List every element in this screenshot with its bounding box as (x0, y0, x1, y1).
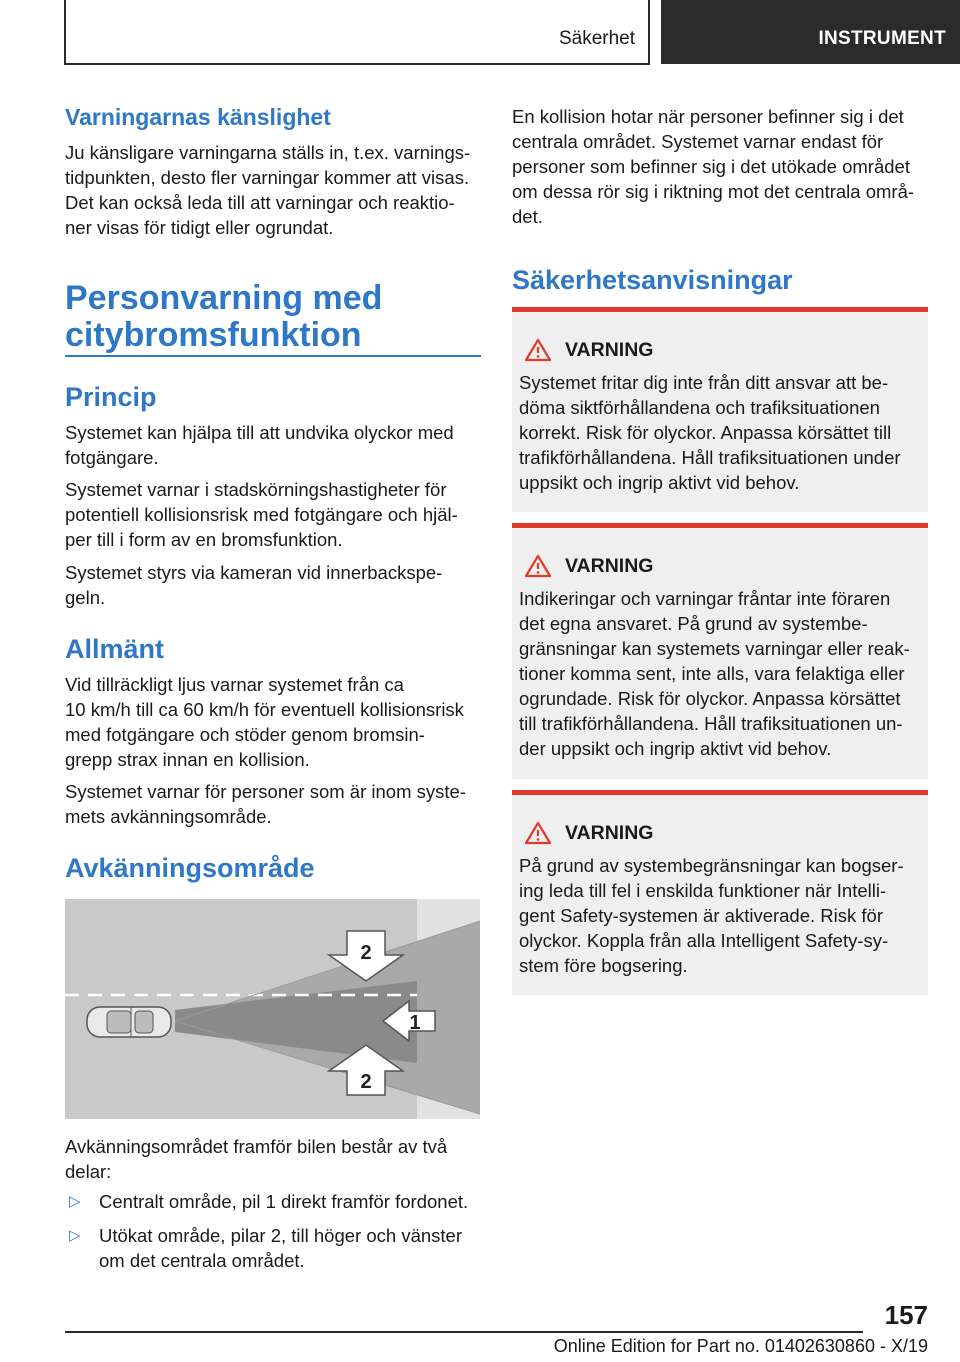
warning-header (519, 552, 920, 580)
warning-triangle-icon (525, 821, 551, 845)
text-line: det. (512, 206, 543, 227)
text-line: trafikförhållandena. Håll trafiksituationen under (519, 447, 901, 468)
text-line: Indikeringar och varningar fråntar inte föraren (519, 588, 891, 609)
triangle-bullet-icon: ▷ (69, 1227, 81, 1244)
allmant-heading: Allmänt (65, 634, 165, 664)
text-line: till trafikförhållandena. Håll trafiksituationen un- (519, 713, 903, 734)
text-line: gränsningar kan systemets varningar eller reak- (519, 638, 910, 659)
footer-rule (65, 1331, 863, 1333)
text-line: der uppsikt och ingrip aktivt vid behov. (519, 738, 832, 759)
warning-title: VARNING (565, 338, 654, 361)
text-line: Systemet fritar dig inte från ditt ansvar att be- (519, 372, 889, 393)
text-line: tioner komma sent, inte alls, vara felaktiga eller (519, 663, 905, 684)
header-section-label: Säkerhet (558, 28, 635, 49)
text-line: olyckor. Koppla från alla Intelligent Safety-sy- (519, 930, 889, 951)
text-line: ogrundade. Risk för olyckor. Anpassa körsättet (519, 688, 901, 709)
text-line: Centralt område, pil 1 direkt framför fordonet. (99, 1191, 469, 1212)
warning-title: VARNING (565, 554, 654, 577)
text-line: om det centrala området. (99, 1250, 305, 1271)
text-line: stem före bogsering. (519, 955, 688, 976)
text-line: med fotgängare och stöder genom bromsin- (65, 724, 425, 745)
triangle-bullet-icon: ▷ (69, 1193, 81, 1210)
text-line: om dessa rör sig i riktning mot det centrala områ- (512, 181, 915, 202)
header-separator (648, 0, 650, 64)
warning-box-1 (512, 307, 928, 512)
text-line: Ju känsligare varningarna ställs in, t.ex. varnings- (65, 142, 471, 163)
text-line: Systemet varnar för personer som är inom syste- (65, 781, 466, 802)
header-bottom-rule (64, 63, 650, 65)
text-line: Systemet kan hjälpa till att undvika olyckor med (65, 422, 454, 443)
princip-heading: Princip (65, 382, 157, 412)
text-line: uppsikt och ingrip aktivt vid behov. (519, 472, 800, 493)
princip-paragraph-3 (65, 560, 481, 610)
text-line: 10 km/h till ca 60 km/h för eventuell kollisionsrisk (65, 699, 464, 720)
arrow-1-label: 1 (409, 1012, 421, 1034)
text-line: centrala området. Systemet varnar endast för (512, 131, 884, 152)
arrow-2-bottom-label: 2 (360, 1071, 372, 1093)
warning-header (519, 336, 920, 364)
text-line: ing leda till fel i enskilda funktioner när Intelli- (519, 880, 887, 901)
text-line: Det kan också leda till att varningar och reaktio- (65, 192, 455, 213)
text-line: En kollision hotar när personer befinner sig i det (512, 106, 904, 127)
header-chapter-label: INSTRUMENT (818, 28, 946, 49)
text-line: grepp strax innan en kollision. (65, 749, 310, 770)
detection-area-diagram (65, 899, 480, 1119)
text-line: På grund av systembegränsningar kan bogser- (519, 855, 904, 876)
text-line: geln. (65, 587, 106, 608)
warning-box-2 (512, 523, 928, 779)
text-line: döma siktförhållandena och trafiksituationen (519, 397, 880, 418)
text-line: Vid tillräckligt ljus varnar systemet från ca (65, 674, 404, 695)
allmant-paragraph-1 (65, 672, 481, 772)
text-line: personer som befinner sig i det utökade området (512, 156, 910, 177)
list-item-text (99, 1189, 468, 1214)
list-item (65, 1223, 481, 1273)
text-line: Utökat område, pilar 2, till höger och vänster (99, 1225, 462, 1246)
safety-heading: Säkerhetsanvisningar (512, 265, 793, 295)
text-line: per till i form av en bromsfunktion. (65, 529, 343, 550)
allmant-paragraph-2 (65, 779, 481, 829)
detection-area-heading: Avkänningsområde (65, 853, 315, 883)
footer-edition-text: Online Edition for Part no. 01402630860 - X/19 (553, 1336, 928, 1356)
car-icon (87, 1007, 171, 1037)
text-line: Systemet varnar i stadskörningshastigheter för (65, 479, 447, 500)
page-number: 157 (884, 1300, 928, 1330)
sensitivity-paragraph (65, 140, 481, 240)
collision-intro-paragraph (512, 104, 928, 229)
text-line: Systemet styrs via kameran vid innerbackspe- (65, 562, 443, 583)
text-line: ner visas för tidigt eller ogrundat. (65, 217, 334, 238)
text-line: fotgängare. (65, 447, 159, 468)
warning-triangle-icon (525, 554, 551, 578)
warning-title: VARNING (565, 821, 654, 844)
sensitivity-heading: Varningarnas känslighet (65, 104, 331, 130)
princip-paragraph-1 (65, 420, 481, 470)
detection-area-paragraph (65, 1134, 481, 1184)
list-item-text (99, 1223, 462, 1273)
text-line: potentiell kollisionsrisk med fotgängare och hjäl- (65, 504, 458, 525)
chapter-heading-line: Personvarning med (65, 279, 383, 317)
chapter-heading-line: citybromsfunktion (65, 316, 362, 354)
detection-area-illustration (65, 899, 480, 1119)
text-line: tidpunkten, desto fler varningar kommer att visas. (65, 167, 470, 188)
chapter-heading (65, 280, 481, 354)
text-line: gent Safety-systemen är aktiverade. Risk för (519, 905, 883, 926)
warning-header (519, 819, 920, 847)
arrow-2-top-label: 2 (360, 942, 372, 964)
text-line: det egna ansvaret. På grund av systembe- (519, 613, 868, 634)
detection-area-list (65, 1189, 481, 1273)
chapter-heading-rule (65, 355, 481, 357)
list-item (65, 1189, 481, 1214)
text-line: mets avkänningsområde. (65, 806, 272, 827)
warning-box-3 (512, 790, 928, 995)
text-line: delar: (65, 1161, 112, 1182)
header-left-rule (64, 0, 66, 64)
princip-paragraph-2 (65, 477, 481, 552)
text-line: Avkänningsområdet framför bilen består av två (65, 1136, 448, 1157)
text-line: korrekt. Risk för olyckor. Anpassa körsättet till (519, 422, 892, 443)
warning-triangle-icon (525, 338, 551, 362)
